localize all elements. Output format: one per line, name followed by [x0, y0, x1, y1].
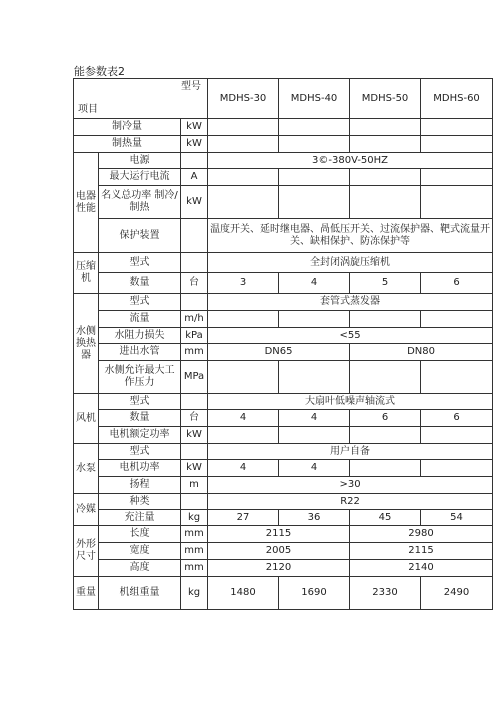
unit-cell — [181, 153, 208, 169]
value-cell — [279, 119, 350, 136]
value-cell: 36 — [279, 510, 350, 526]
width-label: 宽度 — [99, 543, 181, 560]
value-cell — [350, 361, 421, 394]
value-cell: 6 — [350, 410, 421, 427]
pump-type-row — [74, 444, 493, 460]
rated-power-row — [74, 186, 493, 219]
pipe-label: 进出水管 — [99, 344, 181, 361]
length-row — [74, 526, 493, 543]
spec-table — [73, 78, 493, 610]
weight-label: 机组重量 — [99, 577, 181, 610]
value-cell: 4 — [279, 273, 350, 294]
unit-cell: mm — [181, 560, 208, 577]
fan-power-row — [74, 427, 493, 444]
unit-cell — [181, 294, 208, 311]
value-cell — [421, 186, 493, 219]
width-row — [74, 543, 493, 560]
value-cell — [279, 311, 350, 328]
unit-cell: kW — [181, 136, 208, 153]
power-supply-row — [74, 153, 493, 169]
length-label: 长度 — [99, 526, 181, 543]
pump-head-value: >30 — [208, 477, 493, 494]
refrigerant-charge-row — [74, 510, 493, 526]
value-cell: 6 — [421, 273, 493, 294]
value-cell — [279, 427, 350, 444]
value-cell: 1480 — [208, 577, 279, 610]
refrigerant-type-label: 种类 — [99, 494, 181, 510]
resistance-row — [74, 328, 493, 344]
value-cell: 45 — [350, 510, 421, 526]
unit-cell — [181, 494, 208, 510]
value-cell — [208, 186, 279, 219]
cooling-capacity-label: 制冷量 — [74, 119, 181, 136]
unit-cell: 台 — [181, 273, 208, 294]
resistance-value: <55 — [208, 328, 493, 344]
compressor-qty-row — [74, 273, 493, 294]
compressor-type-value: 全封闭涡旋压缩机 — [208, 253, 493, 273]
unit-cell — [181, 394, 208, 410]
unit-cell: mm — [181, 526, 208, 543]
header-corner-cell — [74, 79, 208, 119]
max-current-row — [74, 169, 493, 186]
unit-cell: 台 — [181, 410, 208, 427]
width-value: 2005 — [208, 543, 350, 560]
unit-cell: mm — [181, 543, 208, 560]
value-cell: 4 — [279, 460, 350, 477]
fan-power-label: 电机额定功率 — [99, 427, 181, 444]
unit-cell — [181, 444, 208, 460]
pump-category: 水泵 — [74, 444, 99, 494]
unit-cell: m/h — [181, 311, 208, 328]
pipe-value: DN65 — [208, 344, 350, 361]
pump-head-row — [74, 477, 493, 494]
fan-type-value: 大扇叶低噪声轴流式 — [208, 394, 493, 410]
item-label: 项目 — [78, 104, 98, 115]
hx-type-value: 套管式蒸发器 — [208, 294, 493, 311]
value-cell — [208, 119, 279, 136]
unit-cell: mm — [181, 344, 208, 361]
value-cell — [208, 361, 279, 394]
cooling-capacity-row — [74, 119, 493, 136]
refrigerant-type-row — [74, 494, 493, 510]
width-value: 2115 — [350, 543, 493, 560]
value-cell: 6 — [421, 410, 493, 427]
unit-cell: kW — [181, 119, 208, 136]
pump-power-row — [74, 460, 493, 477]
fan-qty-row — [74, 410, 493, 427]
pipe-value: DN80 — [350, 344, 493, 361]
pressure-label: 水侧允许最大工作压力 — [99, 361, 181, 394]
hx-type-label: 型式 — [99, 294, 181, 311]
value-cell — [421, 169, 493, 186]
value-cell: 4 — [208, 410, 279, 427]
model-header: MDHS-30 — [208, 79, 279, 119]
pump-type-value: 用户自备 — [208, 444, 493, 460]
pump-head-label: 扬程 — [99, 477, 181, 494]
height-value: 2140 — [350, 560, 493, 577]
value-cell — [350, 186, 421, 219]
model-header: MDHS-50 — [350, 79, 421, 119]
value-cell: 4 — [279, 410, 350, 427]
heating-capacity-label: 制热量 — [74, 136, 181, 153]
model-header: MDHS-40 — [279, 79, 350, 119]
value-cell: 1690 — [279, 577, 350, 610]
value-cell — [208, 136, 279, 153]
unit-cell — [181, 253, 208, 273]
value-cell — [279, 361, 350, 394]
dimensions-category: 外形尺寸 — [74, 526, 99, 577]
water-hx-category: 水侧换热器 — [74, 294, 99, 394]
height-value: 2120 — [208, 560, 350, 577]
height-label: 高度 — [99, 560, 181, 577]
power-supply-value: 3©-380V-50HZ — [208, 153, 493, 169]
pipe-row — [74, 344, 493, 361]
compressor-type-row — [74, 253, 493, 273]
weight-category: 重量 — [74, 577, 99, 610]
height-row — [74, 560, 493, 577]
protection-row — [74, 219, 493, 253]
value-cell — [421, 136, 493, 153]
unit-cell: kPa — [181, 328, 208, 344]
pump-type-label: 型式 — [99, 444, 181, 460]
value-cell — [421, 361, 493, 394]
heating-capacity-row — [74, 136, 493, 153]
value-cell — [421, 119, 493, 136]
resistance-label: 水阻力损失 — [99, 328, 181, 344]
compressor-qty-label: 数量 — [99, 273, 181, 294]
value-cell: 27 — [208, 510, 279, 526]
unit-cell: kW — [181, 186, 208, 219]
refrigerant-type-value: R22 — [208, 494, 493, 510]
electrical-category: 电器性能 — [74, 153, 99, 253]
unit-cell: MPa — [181, 361, 208, 394]
fan-category: 风机 — [74, 394, 99, 444]
value-cell — [350, 311, 421, 328]
fan-type-row — [74, 394, 493, 410]
unit-cell: kW — [181, 427, 208, 444]
value-cell — [208, 427, 279, 444]
power-supply-label: 电源 — [99, 153, 181, 169]
rated-power-label: 名义总功率 制冷/制热 — [99, 186, 181, 219]
unit-cell: kg — [181, 577, 208, 610]
length-value: 2980 — [350, 526, 493, 543]
model-header: MDHS-60 — [421, 79, 493, 119]
fan-type-label: 型式 — [99, 394, 181, 410]
value-cell — [279, 186, 350, 219]
value-cell — [350, 169, 421, 186]
pump-power-label: 电机功率 — [99, 460, 181, 477]
value-cell — [421, 311, 493, 328]
value-cell: 2330 — [350, 577, 421, 610]
length-value: 2115 — [208, 526, 350, 543]
max-current-label: 最大运行电流 — [99, 169, 181, 186]
value-cell: 54 — [421, 510, 493, 526]
unit-cell: A — [181, 169, 208, 186]
hx-type-row — [74, 294, 493, 311]
header-row — [74, 79, 493, 119]
unit-cell — [181, 219, 208, 253]
refrigerant-category: 冷媒 — [74, 494, 99, 526]
value-cell — [208, 311, 279, 328]
model-label: 型号 — [181, 81, 202, 92]
protection-label: 保护装置 — [99, 219, 181, 253]
value-cell — [421, 460, 493, 477]
weight-row — [74, 577, 493, 610]
table-caption: 能参数表2 — [74, 65, 125, 78]
value-cell — [350, 119, 421, 136]
value-cell: 5 — [350, 273, 421, 294]
protection-value: 温度开关、延时继电器、咼低压开关、过流保护器、靶式流量开关、缺相保护、防冻保护等 — [208, 219, 493, 253]
flow-row — [74, 311, 493, 328]
unit-cell: kW — [181, 460, 208, 477]
value-cell — [350, 460, 421, 477]
value-cell — [350, 427, 421, 444]
compressor-type-label: 型式 — [99, 253, 181, 273]
value-cell — [279, 169, 350, 186]
fan-qty-label: 数量 — [99, 410, 181, 427]
value-cell — [421, 427, 493, 444]
pressure-row — [74, 361, 493, 394]
unit-cell: kg — [181, 510, 208, 526]
compressor-category: 压缩机 — [74, 253, 99, 294]
value-cell: 4 — [208, 460, 279, 477]
value-cell — [208, 169, 279, 186]
unit-cell: m — [181, 477, 208, 494]
value-cell: 3 — [208, 273, 279, 294]
value-cell: 2490 — [421, 577, 493, 610]
value-cell — [350, 136, 421, 153]
refrigerant-charge-label: 充注量 — [99, 510, 181, 526]
value-cell — [279, 136, 350, 153]
flow-label: 流量 — [99, 311, 181, 328]
